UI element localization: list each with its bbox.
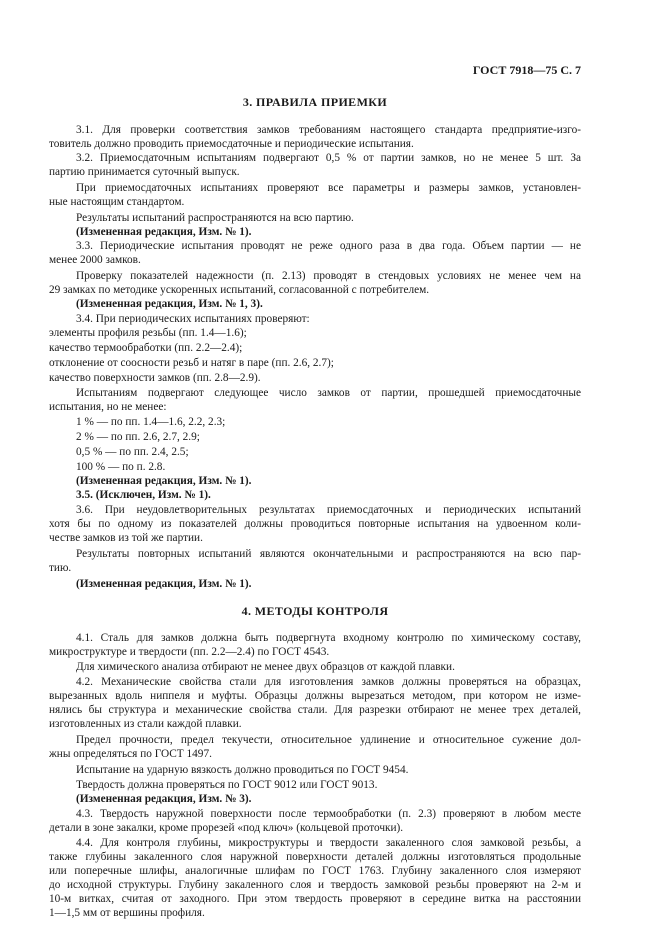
text-line: ные настоящим стандартом.	[49, 196, 185, 208]
text-line: хотя бы по одному из показателей должны проводиться повторные испытания на удвоенном коли-	[49, 518, 581, 530]
text-line: 10-м витках, считая от заходного. При этом твердость проверяют в середине витка на расстоянии	[49, 893, 581, 905]
text-line: вырезанных вдоль ниппеля и муфты. Образцы должны вырезаться методом, при котором не изме-	[49, 690, 581, 702]
text-line: Испытаниям подвергают следующее число замков от партии, прошедшей приемосдаточные	[76, 387, 581, 399]
text-line: или поперечные шлифы, аналогичные шлифам по ГОСТ 1763. Глубину закаленного слоя измеряют	[49, 865, 581, 877]
text-line: 3.2. Приемосдаточным испытаниям подвергают 0,5 % от партии замков, но не менее 5 шт. За	[76, 152, 581, 164]
amendment-note: 3.5. (Исключен, Изм. № 1).	[76, 489, 211, 501]
text-line: Для химического анализа отбирают не менее двух образцов от каждой плавки.	[76, 661, 455, 673]
amendment-note: (Измененная редакция, Изм. № 1, 3).	[76, 298, 263, 310]
text-line: испытания, но не менее:	[49, 401, 167, 413]
text-line: Результаты испытаний распространяются на всю партию.	[76, 212, 354, 224]
text-line: 3.6. При неудовлетворительных результатах приемосдаточных и периодических испытаний	[76, 504, 581, 516]
text-line: 100 % — по п. 2.8.	[76, 461, 166, 473]
text-line: качество поверхности замков (пп. 2.8—2.9).	[49, 372, 261, 384]
text-line: микроструктуре и твердости (пп. 2.2—2.4) по ГОСТ 4543.	[49, 646, 330, 658]
text-line: 4.1. Сталь для замков должна быть подвергнута входному контролю по химическому составу,	[76, 632, 581, 644]
text-line: изготовленных из стали каждой плавки.	[49, 718, 242, 730]
text-line: также глубины закаленного слоя наружной поверхности деталей должны изготовляться продольные	[49, 851, 581, 863]
text-line: Предел прочности, предел текучести, относительное удлинение и относительное сужение дол-	[76, 734, 581, 746]
amendment-note: (Измененная редакция, Изм. № 1).	[76, 226, 252, 238]
text-line: 3.1. Для проверки соответствия замков требованиям настоящего стандарта предприятие-изго-	[76, 124, 581, 136]
text-line: Твердость должна проверяться по ГОСТ 9012 или ГОСТ 9013.	[76, 779, 378, 791]
text-line: 0,5 % — по пп. 2.4, 2.5;	[76, 446, 189, 458]
text-line: 1—1,5 мм от вершины профиля.	[49, 907, 205, 919]
text-line: партию принимается суточный выпуск.	[49, 166, 240, 178]
text-line: 4.2. Механические свойства стали для изготовления замков должны проверяться на образцах,	[76, 676, 581, 688]
text-line: менее 2000 замков.	[49, 254, 141, 266]
text-line: честве замков из той же партии.	[49, 532, 203, 544]
text-line: 1 % — по пп. 1.4—1.6, 2.2, 2.3;	[76, 416, 226, 428]
text-line: детали в зоне закалки, кроме прорезей «под ключ» (кольцевой проточки).	[49, 822, 404, 834]
text-line: 4.4. Для контроля глубины, микроструктуры и твердости закаленного слоя замковой резьбы, а	[76, 837, 581, 849]
text-line: 3.4. При периодических испытаниях проверяют:	[76, 313, 310, 325]
text-line: качество термообработки (пп. 2.2—2.4);	[49, 342, 243, 354]
text-line: 4.3. Твердость наружной поверхности после термообработки (п. 2.3) проверяют в любом месте	[76, 808, 581, 820]
text-line: 2 % — по пп. 2.6, 2.7, 2.9;	[76, 431, 200, 443]
text-line: элементы профиля резьбы (пп. 1.4—1.6);	[49, 327, 247, 339]
page-header: ГОСТ 7918—75 С. 7	[472, 63, 581, 77]
text-line: 3.3. Периодические испытания проводят не реже одного раза в два года. Объем партии — не	[76, 240, 581, 252]
text-line: до исходной структуры. Глубину закаленного слоя и твердость замковой резьбы проверяют на 2-м и	[49, 879, 581, 891]
amendment-note: (Измененная редакция, Изм. № 3).	[76, 793, 252, 805]
text-line: Проверку показателей надежности (п. 2.13) проводят в стендовых условиях не менее чем на	[76, 270, 581, 282]
text-line: отклонение от соосности резьб и натяг в паре (пп. 2.6, 2.7);	[49, 357, 334, 369]
text-line: тию.	[49, 562, 72, 574]
text-line: Испытание на ударную вязкость должно проводиться по ГОСТ 9454.	[76, 764, 409, 776]
amendment-note: (Измененная редакция, Изм. № 1).	[76, 475, 252, 487]
text-line: При приемосдаточных испытаниях проверяют все параметры и размеры замков, установлен-	[76, 182, 581, 194]
amendment-note: (Измененная редакция, Изм. № 1).	[76, 578, 252, 590]
section-3-title: 3. ПРАВИЛА ПРИЕМКИ	[242, 95, 388, 109]
section-4-title: 4. МЕТОДЫ КОНТРОЛЯ	[241, 604, 389, 618]
text-line: товитель должно проводить приемосдаточные и периодические испытания.	[49, 138, 414, 150]
text-line: нялись бы структура и механические свойства стали. Для разрезки отбирают не менее трех деталей,	[49, 704, 581, 716]
text-line: 29 замках по методике ускоренных испытаний, согласованной с потребителем.	[49, 284, 430, 296]
text-line: жны определяться по ГОСТ 1497.	[49, 748, 212, 760]
text-line: Результаты повторных испытаний являются окончательными и распространяются на всю пар-	[76, 548, 581, 560]
